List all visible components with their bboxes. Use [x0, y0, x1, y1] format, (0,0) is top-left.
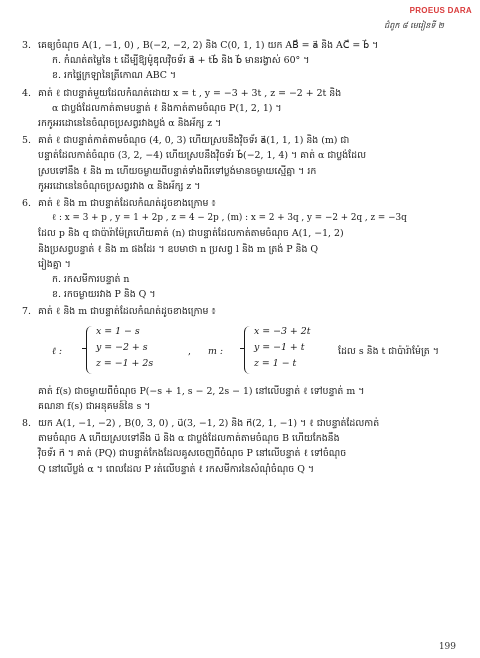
exercise-7: [22, 304, 450, 414]
chapter-label: ជំពូក ៨ មេរៀនទី ២: [384, 21, 444, 30]
page-number: 199: [438, 642, 456, 652]
exercise-text: គាត់ ℓ និង m ជាបន្ទាត់ដែលកំណត់ដូចខាងក្រោម ៖: [38, 198, 216, 210]
equation: z = −1 + 2s: [96, 357, 154, 369]
exercise-number: 8.: [22, 418, 31, 430]
equation: y = −2 + s: [96, 341, 148, 353]
equation-systems: [38, 324, 450, 380]
exercise-text: គាត់ ℓ ជាបន្ទាត់កាត់តាមចំណុច (4, 0, 3) ហើយស្របនឹងវ៉ិចទ័រ a⃗(1, 1, 1) និង (m) ជា: [38, 135, 350, 147]
exercise-3: [22, 38, 450, 84]
exercise-text: រៀងគ្នា ។: [38, 258, 71, 270]
left-brace-icon: [86, 326, 93, 374]
exercise-text: កូអរដោនេនៃចំណុចប្រសព្វរវាង α និងអ័ក្ស z ។: [38, 180, 201, 192]
exercise-6: [22, 196, 450, 302]
exercise-text: តាមចំណុច A ហើយស្របទៅនឹង u⃗ និង α ជាប្លង់ដែលកាត់តាមចំណុច B ហើយកែងនឹង: [38, 433, 340, 445]
exercise-number: 3.: [22, 40, 31, 51]
exercise-text: វ៉ិចទ័រ n⃗ ។ គាត់ (PQ) ជាបន្ទាត់កែងដែលគូសចេញពីចំណុច P នៅលើបន្ទាត់ ℓ ទៅចំណុច: [38, 448, 347, 460]
exercise-4: [22, 86, 450, 132]
exercise-text: យក A(1, −1, −2) , B(0, 3, 0) , u⃗(3, −1, 2) និង n⃗(2, 1, −1) ។ ℓ ជាបន្ទាត់ដែលកាត់: [38, 418, 380, 430]
exercise-subpart: ខ. រកផ្ទៃក្រឡានៃត្រីកោណ ABC ។: [52, 70, 177, 82]
exercise-text: គាត់ ℓ និង m ជាបន្ទាត់ដែលកំណត់ដូចខាងក្រោម ៖: [38, 306, 216, 318]
exercise-subpart: ក. រកសមីការបន្ទាត់ n: [52, 274, 130, 286]
exercise-subpart: ក. កំណត់តម្លៃនៃ t ដើម្បីឱ្យម៉ូឌុលវ៉ិចទ័រ a⃗ + tb⃗ និង b⃗ មានរង្វាស់ 60° ។: [52, 55, 310, 67]
exercise-text: គេឲ្យចំណុច A(1, −1, 0) , B(−2, −2, 2) និង C(0, 1, 1) យក AB⃗ = a⃗ និង AC⃗ = b⃗ ។: [38, 40, 379, 51]
exercise-list: [22, 38, 450, 477]
exercise-text: និងប្រសព្វបន្ទាត់ ℓ និង m ផងដែរ ។ ឧបមាថា n ប្រសព្វ l និង m ត្រង់ P និង Q: [38, 243, 319, 255]
exercise-text: ស្របទៅនឹង ℓ និង m ហើយចម្ងាយពីបន្ទាត់ទាំងពីរទៅប្លង់មានចម្ងាយស្មើគ្នា ។ រក: [38, 165, 317, 177]
exercise-text: បន្ទាត់ដែលកាត់ចំណុច (3, 2, −4) ហើយស្របនឹងវ៉ិចទ័រ b⃗(−2, 1, 4) ។ គាត់ α ជាប្លង់ដែល: [38, 150, 367, 162]
exercise-number: 7.: [22, 306, 31, 318]
exercise-text: ដែល p និង q ជាប៉ារ៉ាម៉ែត្រហើយគាត់ (n) ជាបន្ទាត់ដែលកាត់តាមចំណុច A(1, −1, 2): [38, 228, 344, 240]
line-equations: ℓ : x = 3 + p , y = 1 + 2p , z = 4 − 2p , (m) : x = 2 + 3q , y = −2 + 2q , z = −3q: [52, 213, 407, 224]
system-l-name: ℓ :: [52, 345, 63, 357]
equation: x = 1 − s: [96, 325, 140, 337]
system-m-equations: [254, 324, 310, 372]
system-l-equations: [96, 324, 153, 372]
left-brace-icon: [244, 326, 251, 374]
exercise-number: 6.: [22, 198, 31, 210]
exercise-text: គាត់ ℓ ជាបន្ទាត់មួយដែលកំណត់ដោយ x = t , y = −3 + 3t , z = −2 + 2t និង: [38, 87, 342, 99]
exercise-number: 5.: [22, 135, 31, 147]
equation: x = −3 + 2t: [254, 325, 311, 337]
publisher-logo: PROEUS DARA: [409, 6, 472, 15]
equation: z = 1 − t: [254, 357, 297, 369]
exercise-text: Q នៅលើប្លង់ α ។ ពេលដែល P រត់លើបន្ទាត់ ℓ រកសមីការនៃសំណុំចំណុច Q ។: [38, 463, 315, 475]
system-m-name: m :: [208, 345, 224, 357]
separator: ,: [188, 345, 191, 357]
exercise-number: 4.: [22, 87, 31, 99]
exercise-8: [22, 416, 450, 477]
exercise-text: គណនា f(s) ជាអនុគមន៍នៃ s ។: [38, 400, 151, 412]
equation: y = −1 + t: [254, 341, 305, 353]
parameter-note: ដែល s និង t ជាប៉ារ៉ាម៉ែត្រ ។: [338, 345, 439, 357]
exercise-text: គាត់ f(s) ជាចម្ងាយពីចំណុច P(−s + 1, s − 2, 2s − 1) នៅលើបន្ទាត់ ℓ ទៅបន្ទាត់ m ។: [38, 385, 365, 397]
exercise-subpart: ខ. រកចម្ងាយរវាង P និង Q ។: [52, 289, 156, 301]
exercise-text: រកកូអរដោនេនៃចំណុចប្រសព្វរវាងប្លង់ α និងអ័ក្ស z ។: [38, 118, 222, 130]
exercise-text: α ជាប្លង់ដែលកាត់តាមបន្ទាត់ ℓ និងកាត់តាមចំណុច P(1, 2, 1) ។: [52, 102, 282, 114]
exercise-5: [22, 133, 450, 194]
